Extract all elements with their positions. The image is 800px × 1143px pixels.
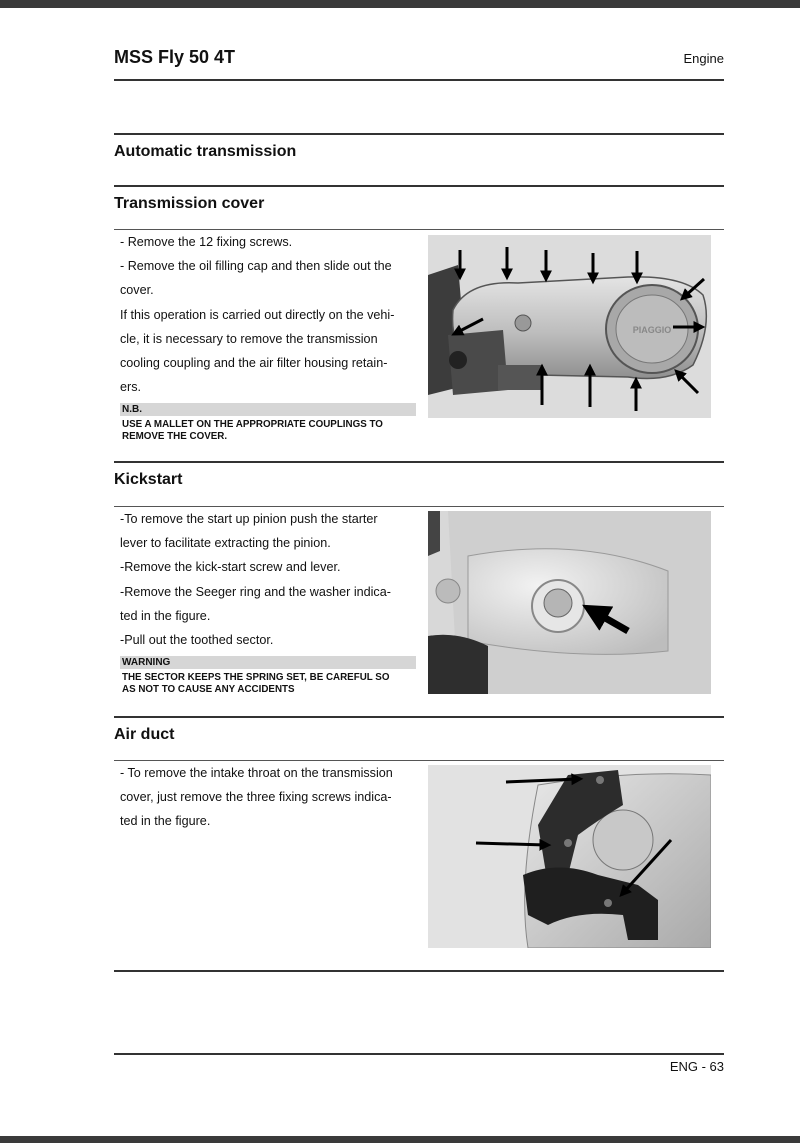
air-duct-photo <box>428 765 711 948</box>
text-line: cooling coupling and the air filter housing retain- <box>120 356 388 371</box>
text-line: cover. <box>120 283 154 298</box>
kickstart-photo <box>428 511 711 694</box>
text-line: ted in the figure. <box>120 608 211 623</box>
text-line: ted in the figure. <box>120 814 211 829</box>
note-label: N.B. <box>120 403 416 416</box>
section-rule <box>114 185 724 187</box>
page-number: ENG - 63 <box>669 1059 724 1074</box>
section-title-air-duct: Air duct <box>114 726 175 743</box>
note-text <box>120 416 416 443</box>
note-line: AS NOT TO CAUSE ANY ACCIDENTS <box>122 684 295 696</box>
text-line: - Remove the oil filling cap and then slide out the <box>120 259 392 274</box>
section-rule <box>114 716 724 718</box>
transmission-cover-text <box>120 230 416 443</box>
text-line: cover, just remove the three fixing screws indica- <box>120 790 392 805</box>
text-line: ers. <box>120 380 141 395</box>
header-rule <box>114 79 724 81</box>
section-title-transmission-cover: Transmission cover <box>114 195 265 212</box>
section-title-kickstart: Kickstart <box>114 471 183 488</box>
text-line: If this operation is carried out directly on the vehi- <box>120 307 395 322</box>
viewer-bottom-bar <box>0 1136 800 1143</box>
note-line: REMOVE THE COVER. <box>122 431 228 443</box>
text-line: - To remove the intake throat on the transmission <box>120 766 393 780</box>
warning-text <box>120 669 416 696</box>
document-title: MSS Fly 50 4T <box>114 47 236 67</box>
main-title: Automatic transmission <box>114 143 297 160</box>
text-line: cle, it is necessary to remove the transmission <box>120 331 378 346</box>
section-end-rule <box>114 970 724 972</box>
note-line: THE SECTOR KEEPS THE SPRING SET, BE CAREFUL SO <box>122 672 390 684</box>
footer-rule <box>114 1053 724 1055</box>
warning-label: WARNING <box>120 656 416 669</box>
text-line: -Remove the Seeger ring and the washer indica- <box>120 584 391 599</box>
text-line: -To remove the start up pinion push the starter <box>120 512 378 526</box>
section-rule <box>114 461 724 463</box>
text-line: -Pull out the toothed sector. <box>120 633 274 648</box>
air-duct-text <box>120 761 416 834</box>
text-line: - Remove the 12 fixing screws. <box>120 235 293 249</box>
section-rule <box>114 133 724 135</box>
text-line: -Remove the kick-start screw and lever. <box>120 560 341 575</box>
chapter-label: Engine <box>683 51 724 66</box>
transmission-cover-photo <box>428 235 711 418</box>
kickstart-text <box>120 507 416 696</box>
note-line: USE A MALLET ON THE APPROPRIATE COUPLINGS TO <box>122 419 383 431</box>
text-line: lever to facilitate extracting the pinion. <box>120 536 331 551</box>
photo-logo-text: PIAGGIO <box>632 325 672 335</box>
viewer-top-bar <box>0 0 800 8</box>
